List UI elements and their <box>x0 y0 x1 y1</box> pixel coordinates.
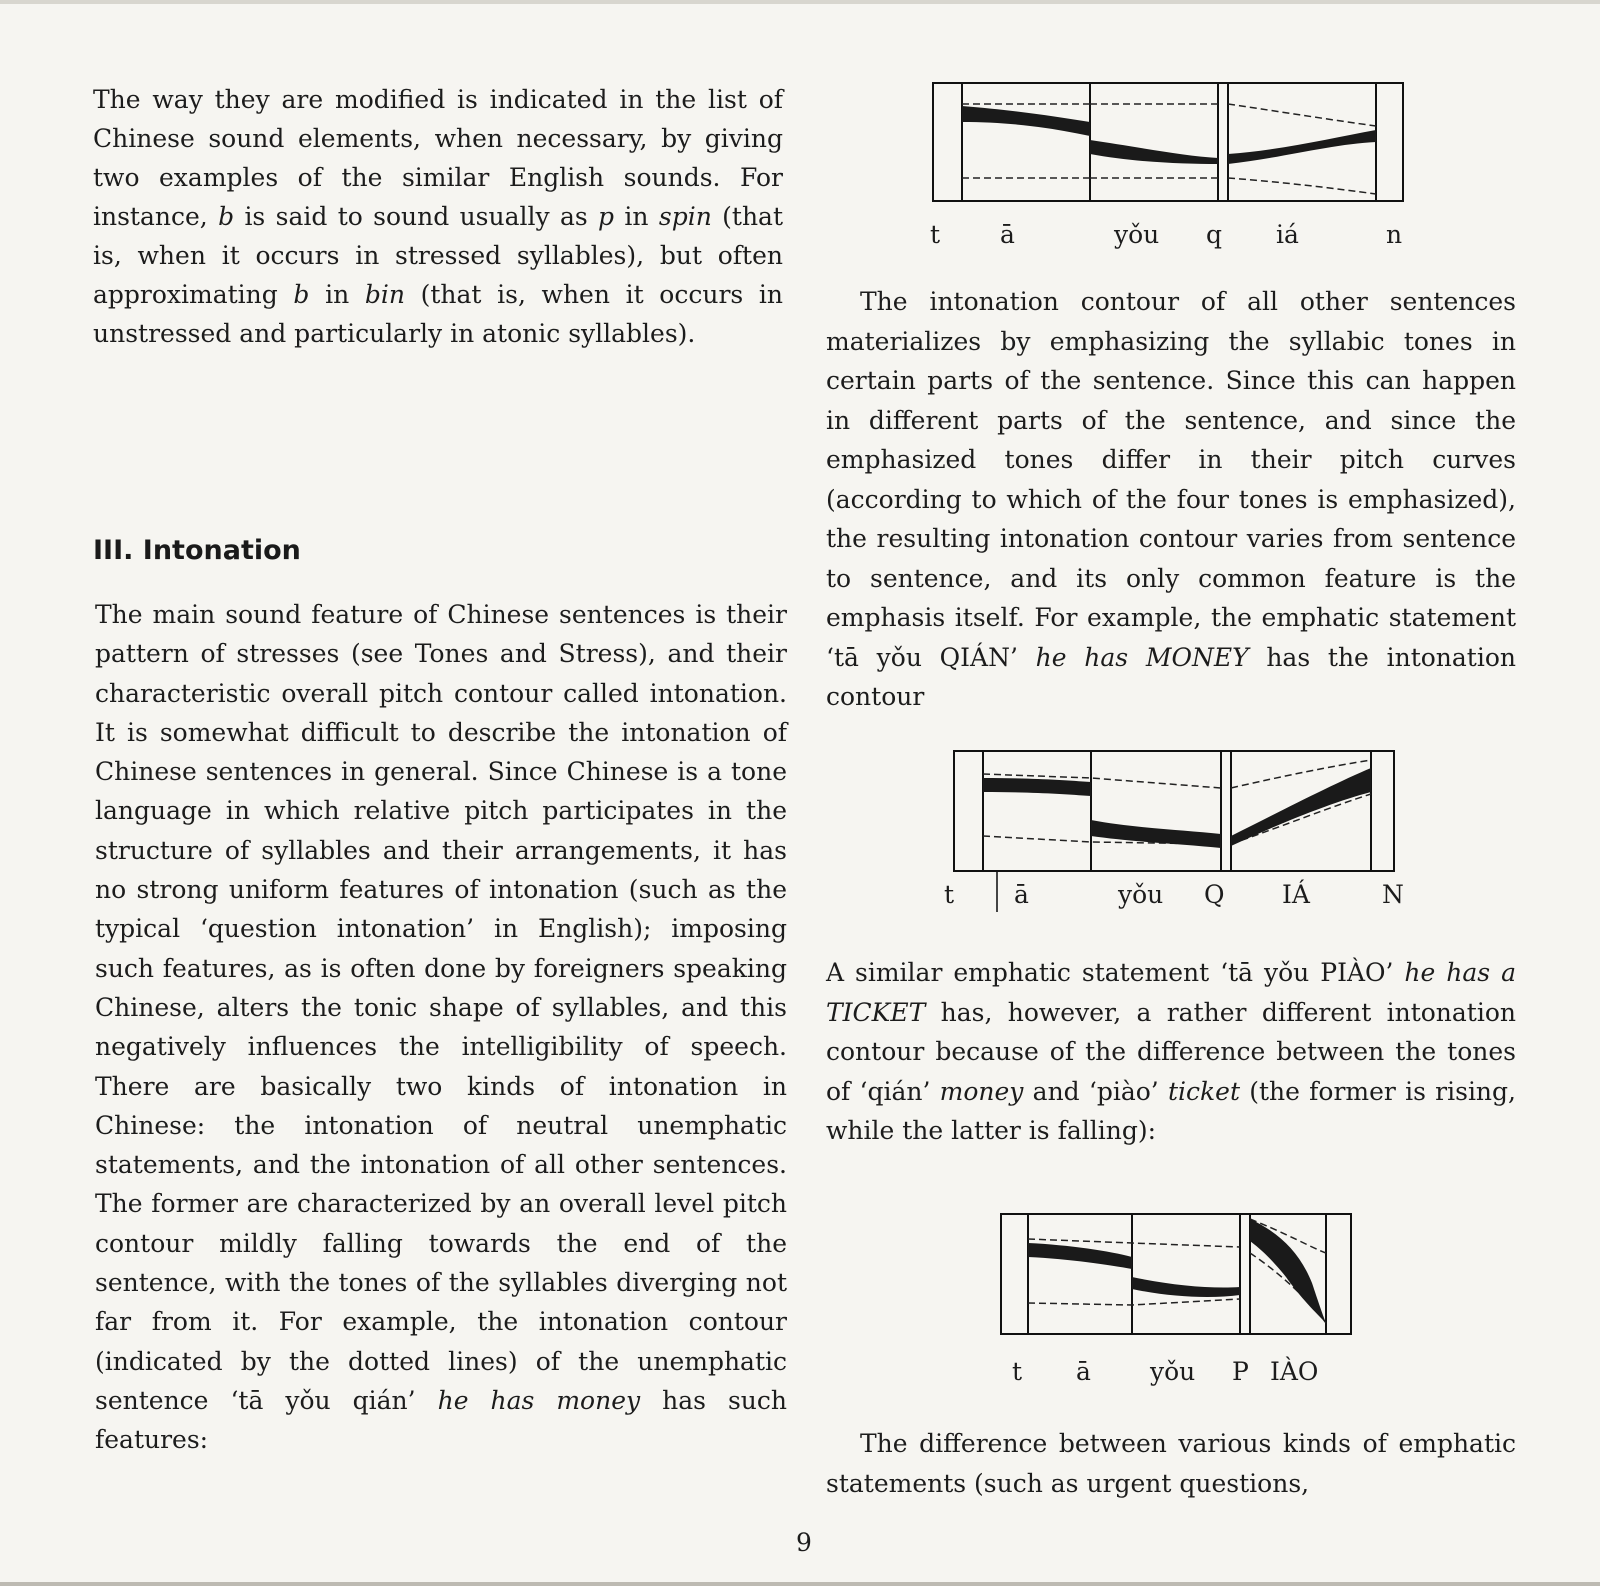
fig3-syllable-a: ā <box>1076 1357 1091 1386</box>
fig1-syllable-n: n <box>1386 220 1403 249</box>
fig2-syllable-N: N <box>1382 880 1404 909</box>
fig1-syllable-ia: iá <box>1276 220 1299 249</box>
fig3-syllable-you: yǒu <box>1150 1357 1196 1386</box>
page-shadow-top <box>0 0 1600 4</box>
left-paragraph-1: The way they are modified is indicated in the list of Chinese sound elements, when necessary, by giving two examples of the similar English sounds. For instance, b is said to sound usually as p in spin (that is, when it occurs in stressed syllables), but often approximating b in bin (that is, when it occurs in unstressed and particularly in atonic syllables). <box>93 85 783 348</box>
fig2-syllable-t: t <box>944 880 955 909</box>
page-shadow-bottom <box>0 1582 1600 1586</box>
left-paragraph-2: The main sound feature of Chinese sentences is their pattern of stresses (see Tones and Stress), and their characteristic overall pitch contour called intonation. It is somewhat difficult to describe the intonation of Chinese sentences in general. Since Chinese is a tone language in which relative pitch participates in the structure of syllables and their arrangements, it has no strong uniform features of intonation (such as the typical ‘question intonation’ in English); imposing such features, as is often done by foreigners speaking Chinese, alters the tonic shape of syllables, and this negatively influences the intelligibility of speech. There are basically two kinds of intonation in Chinese: the intonation of neutral unemphatic statements, and the intonation of all other sentences. The former are characterized by an overall level pitch contour mildly falling towards the end of the sentence, with the tones of the syllables diverging not far from it. For example, the intonation contour (indicated by the dotted lines) of the unemphatic sentence ‘tā yǒu qián’ he has money has such features: <box>95 600 787 1455</box>
right-paragraph-3: The difference between various kinds of emphatic statements (such as urgent questions, <box>826 1429 1516 1498</box>
fig2-syllable-IA: IÁ <box>1282 880 1310 909</box>
fig3-syllable-t: t <box>1012 1357 1023 1386</box>
fig2-syllable-Q: Q <box>1204 880 1225 909</box>
fig2-syllable-a: ā <box>1014 880 1029 909</box>
fig3-syllable-P: P <box>1232 1357 1249 1386</box>
fig1-syllable-you: yǒu <box>1114 220 1160 249</box>
fig3-syllable-IAO: IÀO <box>1270 1357 1319 1386</box>
fig2-syllable-you: yǒu <box>1118 880 1164 909</box>
right-paragraph-2: A similar emphatic statement ‘tā yǒu PIÀO’ he has a TICKET has, however, a rather different intonation contour because of the difference between the tones of ‘qián’ money and ‘piào’ ticket (the former is rising, while the latter is falling): <box>826 958 1516 1145</box>
intonation-figure-unemphatic <box>932 82 1404 202</box>
intonation-figure-emphatic-piao <box>1000 1213 1352 1335</box>
fig1-syllable-a: ā <box>1000 220 1015 249</box>
intonation-figure-emphatic-qian <box>953 750 1395 872</box>
fig1-syllable-t: t <box>930 220 941 249</box>
fig1-syllable-q: q <box>1206 220 1223 249</box>
section-heading: III. Intonation <box>93 535 301 566</box>
fig2-tick-mark <box>996 872 998 912</box>
page-number: 9 <box>796 1528 812 1557</box>
right-paragraph-1: The intonation contour of all other sentences materializes by emphasizing the syllabic tones in certain parts of the sentence. Since this can happen in different parts of the sentence, and since the emphasized tones differ in their pitch curves (according to which of the four tones is emphasized), the resulting intonation contour varies from sentence to sentence, and its only common feature is the emphasis itself. For example, the emphatic statement ‘tā yǒu QIÁN’ he has MONEY has the intonation contour <box>826 287 1516 711</box>
